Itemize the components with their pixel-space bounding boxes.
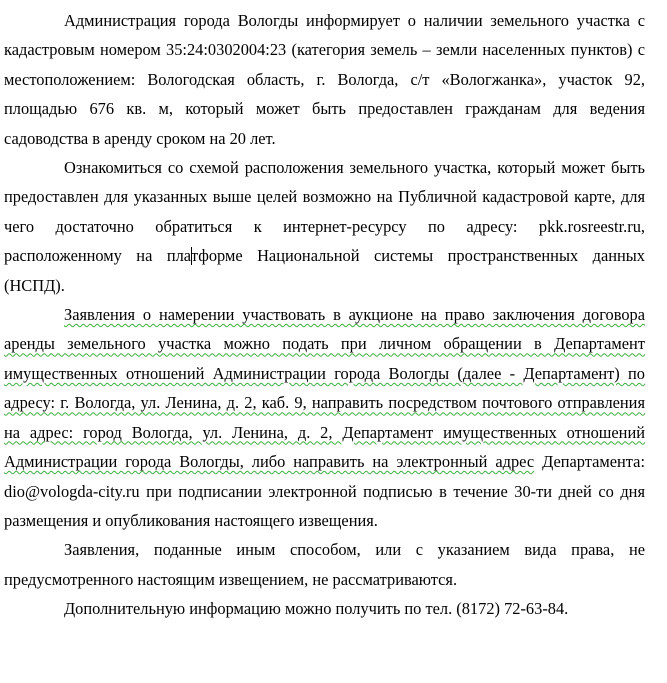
paragraph-land-plot-info — [4, 6, 645, 153]
paragraph-1-text: Администрация города Вологды информирует о наличии земельного участка с кадастровым номером 35:24:0302004:23 (категория земель – земли населенных пунктов) с местоположением: Вологодская область, г. Вологда, с/т «Вологжанка», участок 92, площадью 676 кв. м, который может быть предоставлен гражданам для ведения садоводства в аренду сроком на 20 лет. — [4, 11, 645, 148]
paragraph-4-text: Заявления, поданные иным способом, или с указанием вида права, не предусмотренного настоящим извещением, не рассматриваются. — [4, 540, 645, 589]
paragraph-cadastral-map — [4, 153, 645, 300]
paragraph-5-text: Дополнительную информацию можно получить по тел. (8172) 72-63-84. — [64, 599, 569, 619]
paragraph-contact-info — [4, 594, 645, 623]
paragraph-2-text-before-caret: Ознакомиться со схемой расположения земельного участка, который может быть предоставлен для указанных выше целей возможно на Публичной кадастровой карте, для чего достаточно обратиться к интернет-ресурсу по адресу: pkk.rosreestr.ru, расположенному на пла — [4, 158, 645, 266]
document-body[interactable] — [4, 6, 645, 624]
paragraph-application-submission — [4, 300, 645, 535]
paragraph-2-text-after-caret: тформе Национальной системы пространственных данных (НСПД). — [4, 246, 645, 295]
paragraph-3-underlined-text: Заявления о намерении участвовать в аукционе на право заключения договора аренды земельного участка можно подать при личном обращении в Департамент имущественных отношений Администрации города Вологды (далее - Департамент) по адресу: г. Вологда, ул. Ленина, д. 2, каб. 9, направить посредством почтового отправления на адрес: город Вологда, ул. Ленина, д. 2, Департамент имущественных отношений Администрации города Вологды, либо направить на электронный адрес — [4, 305, 645, 472]
paragraph-3-tail-text: Департамента: dio@vologda-city.ru при подписании электронной подписью в течение 30-ти дней со дня размещения и опубликования настоящего извещения. — [4, 452, 645, 530]
paragraph-rejection-notice — [4, 535, 645, 594]
